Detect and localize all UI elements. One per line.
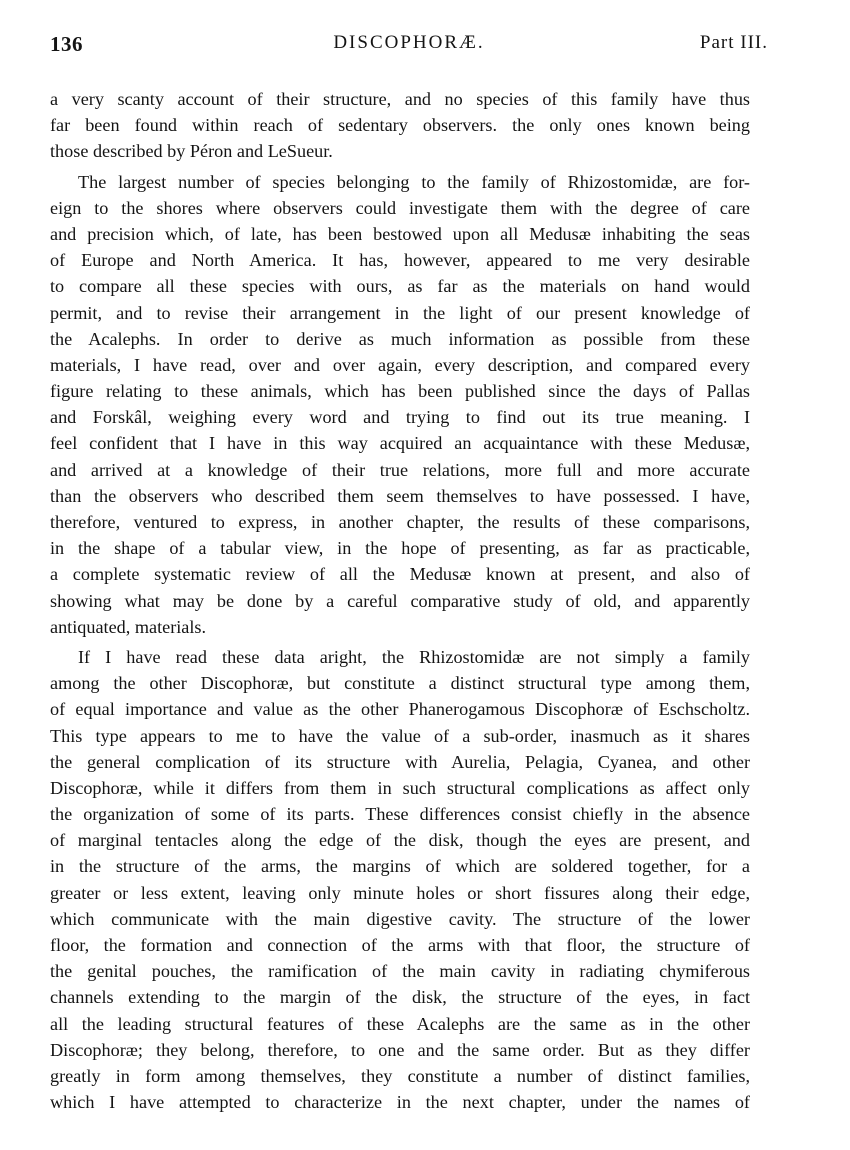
text-line: channels extending to the margin of the disk, the structure of the eyes, in fact [50, 987, 750, 1008]
text-line: of marginal tentacles along the edge of the disk, though the eyes are present, and [50, 830, 750, 851]
text-line: in the structure of the arms, the margins of which are soldered together, for a [50, 856, 750, 877]
text-line: far been found within reach of sedentary observers. the only ones known being [50, 115, 750, 136]
text-line: figure relating to these animals, which has been published since the days of Pallas [50, 381, 750, 402]
text-line: to compare all these species with ours, as far as the materials on hand would [50, 276, 750, 297]
page-number: 136 [50, 32, 83, 56]
text-line: The largest number of species belonging to the family of Rhizostomidæ, are for- [78, 171, 750, 192]
text-line: showing what may be done by a careful comparative study of old, and apparently [50, 590, 750, 611]
text-line: the Acalephs. In order to derive as much information as possible from these [50, 328, 750, 349]
text-line: Discophoræ, while it differs from them in such structural complications as affect only [50, 777, 750, 798]
text-line: greatly in form among themselves, they constitute a number of distinct families, [50, 1065, 750, 1086]
text-line: a very scanty account of their structure, and no species of this family have thus [50, 89, 750, 109]
text-line: and precision which, of late, has been bestowed upon all Medusæ inhabiting the seas [50, 223, 750, 244]
text-line: and Forskâl, weighing every word and trying to find out its true meaning. I [50, 407, 750, 428]
text-line: which I have attempted to characterize in the next chapter, under the names of [50, 1092, 750, 1113]
text-line: of equal importance and value as the other Phanerogamous Discophoræ of Eschscholtz. [50, 699, 750, 720]
text-line: all the leading structural features of these Acalephs are the same as in the other [50, 1013, 750, 1034]
text-line: the organization of some of its parts. These differences consist chiefly in the absence [50, 804, 750, 825]
text-line: in the shape of a tabular view, in the hope of presenting, as far as practicable, [50, 538, 750, 559]
text-line: therefore, ventured to express, in another chapter, the results of these comparisons, [50, 512, 750, 532]
text-line: If I have read these data aright, the Rhizostomidæ are not simply a family [78, 646, 750, 667]
text-line: materials, I have read, over and over again, every description, and compared every [50, 354, 750, 375]
text-line: feel confident that I have in this way acquired an acquaintance with these Medusæ, [50, 433, 750, 454]
text-line: antiquated, materials. [50, 616, 207, 637]
text-line: which communicate with the main digestive cavity. The structure of the lower [50, 908, 750, 929]
body-text [50, 86, 750, 1115]
text-line: This type appears to me to have the value of a sub-order, inasmuch as it shares [50, 725, 750, 746]
running-header [50, 32, 768, 62]
text-line: eign to the shores where observers could investigate them with the degree of care [50, 197, 750, 218]
part-label: Part III. [699, 32, 768, 53]
text-line: floor, the formation and connection of the arms with that floor, the structure of [50, 935, 750, 955]
paragraph [50, 86, 750, 165]
text-line: greater or less extent, leaving only minute holes or short fissures along their edge, [50, 882, 750, 903]
text-line: than the observers who described them seem themselves to have possessed. I have, [50, 485, 750, 506]
running-title: DISCOPHORÆ. [333, 32, 485, 53]
text-line: permit, and to revise their arrangement in the light of our present knowledge of [50, 302, 750, 323]
text-line: those described by Péron and LeSueur. [50, 141, 333, 162]
paragraph [50, 644, 750, 1115]
text-line: and arrived at a knowledge of their true relations, more full and more accurate [50, 459, 750, 480]
text-line: a complete systematic review of all the Medusæ known at present, and also of [50, 564, 750, 585]
text-line: Discophoræ; they belong, therefore, to one and the same order. But as they differ [50, 1039, 750, 1060]
text-line: the genital pouches, the ramification of the main cavity in radiating chymiferous [50, 961, 750, 982]
text-line: the general complication of its structure with Aurelia, Pelagia, Cyanea, and other [50, 751, 750, 772]
paragraph [50, 169, 750, 640]
text-line: among the other Discophoræ, but constitute a distinct structural type among them, [50, 673, 750, 694]
text-line: of Europe and North America. It has, however, appeared to me very desirable [50, 250, 750, 271]
